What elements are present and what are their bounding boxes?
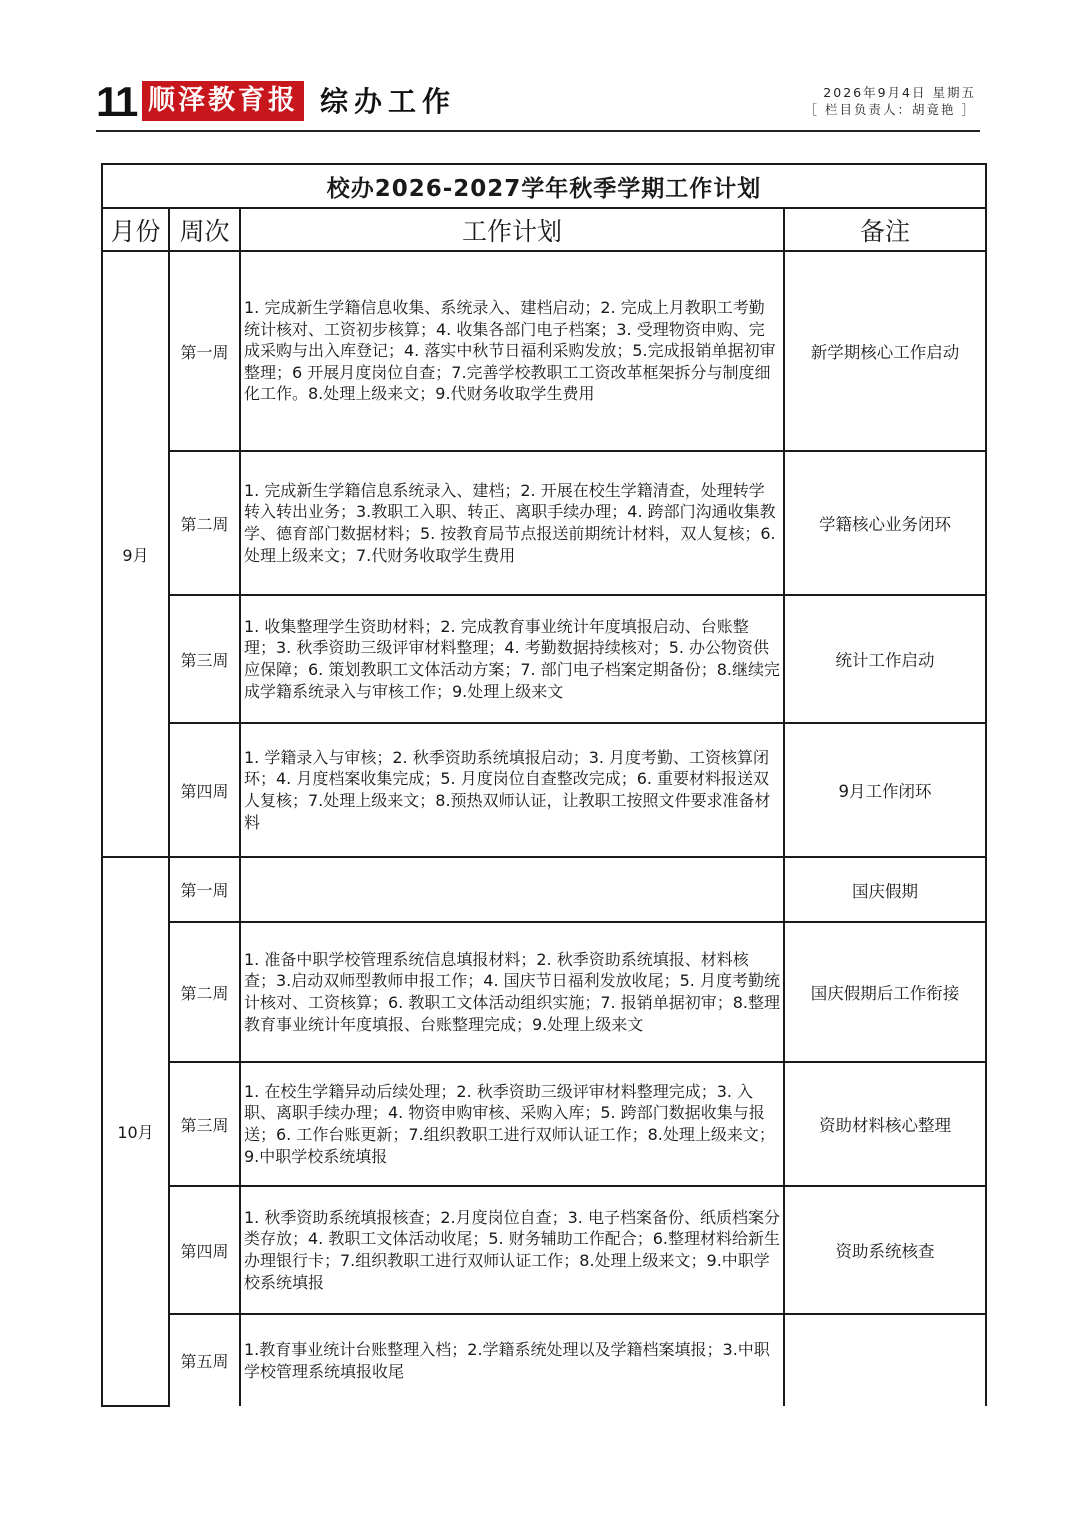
week-cell: 第一周	[169, 251, 240, 451]
table-row	[102, 922, 986, 1062]
week-cell: 第二周	[169, 922, 240, 1062]
note-cell: 统计工作启动	[784, 595, 986, 723]
column-name: 综办工作	[320, 85, 457, 118]
table-row	[102, 1062, 986, 1186]
table-row	[102, 857, 986, 922]
week-cell: 第三周	[169, 1062, 240, 1186]
table-row	[102, 251, 986, 451]
week-cell: 第五周	[169, 1314, 240, 1406]
plan-cell: 1. 在校生学籍异动后续处理；2. 秋季资助三级评审材料整理完成；3. 入职、离职手续办理；4. 物资申购审核、采购入库；5. 跨部门数据收集与报送；6. 工作台账更新；7.组织教职工进行双师认证工作；8.处理上级来文；9.中职学校系统填报	[240, 1062, 784, 1186]
plan-cell: 1. 学籍录入与审核；2. 秋季资助系统填报启动；3. 月度考勤、工资核算闭环；4. 月度档案收集完成；5. 月度岗位自查整改完成；6. 重要材料报送双人复核；7.处理上级来文；8.预热双师认证，让教职工按照文件要求准备材料	[240, 723, 784, 857]
header-note: 备注	[784, 208, 986, 251]
note-cell: 国庆假期	[784, 857, 986, 922]
note-cell: 资助材料核心整理	[784, 1062, 986, 1186]
note-cell: 9月工作闭环	[784, 723, 986, 857]
month-cell: 9月	[102, 251, 169, 857]
note-cell: 资助系统核查	[784, 1186, 986, 1314]
table-title: 校办2026-2027学年秋季学期工作计划	[102, 164, 986, 208]
week-cell: 第二周	[169, 451, 240, 595]
table-row	[102, 595, 986, 723]
note-cell: 国庆假期后工作衔接	[784, 922, 986, 1062]
plan-cell: 1. 完成新生学籍信息系统录入、建档；2. 开展在校生学籍清查，处理转学转入转出业务；3.教职工入职、转正、离职手续办理；4. 跨部门沟通收集教学、德育部门数据材料；5. 按教育局节点报送前期统计材料，双人复核；6.处理上级来文；7.代财务收取学生费用	[240, 451, 784, 595]
page-header	[96, 78, 980, 128]
header-info	[805, 84, 976, 118]
column-editor: ［ 栏目负责人：胡竟艳 ］	[804, 102, 976, 117]
note-cell: 学籍核心业务闭环	[784, 451, 986, 595]
week-cell: 第四周	[169, 1186, 240, 1314]
table-row	[102, 1314, 986, 1406]
newspaper-masthead: 顺泽教育报	[142, 81, 304, 121]
week-cell: 第三周	[169, 595, 240, 723]
note-cell: 新学期核心工作启动	[784, 251, 986, 451]
issue-date: 2026年9月4日 星期五	[823, 85, 976, 100]
month-cell: 10月	[102, 857, 169, 1406]
plan-cell: 1.教育事业统计台账整理入档；2.学籍系统处理以及学籍档案填报；3.中职学校管理系统填报收尾	[240, 1314, 784, 1406]
plan-cell	[240, 857, 784, 922]
page-number: 11	[96, 78, 137, 125]
header-rule	[96, 130, 980, 132]
header-month: 月份	[102, 208, 169, 251]
header-plan: 工作计划	[240, 208, 784, 251]
note-cell	[784, 1314, 986, 1406]
plan-cell: 1. 准备中职学校管理系统信息填报材料；2. 秋季资助系统填报、材料核查；3.启动双师型教师申报工作；4. 国庆节日福利发放收尾；5. 月度考勤统计核对、工资核算；6. 教职工文体活动组织实施；7. 报销单据初审；8.整理教育事业统计年度填报、台账整理完成；9.处理上级来文	[240, 922, 784, 1062]
table-row	[102, 1186, 986, 1314]
work-plan-table	[101, 163, 987, 1407]
week-cell: 第四周	[169, 723, 240, 857]
plan-cell: 1. 完成新生学籍信息收集、系统录入、建档启动；2. 完成上月教职工考勤统计核对、工资初步核算；4. 收集各部门电子档案；3. 受理物资申购、完成采购与出入库登记；4. 落实中秋节日福利采购发放；5.完成报销单据初审整理；6 开展月度岗位自查；7.完善学校教职工工资改革框架拆分与制度细化工作。8.处理上级来文；9.代财务收取学生费用	[240, 251, 784, 451]
header-week: 周次	[169, 208, 240, 251]
plan-cell: 1. 收集整理学生资助材料；2. 完成教育事业统计年度填报启动、台账整理；3. 秋季资助三级评审材料整理；4. 考勤数据持续核对；5. 办公物资供应保障；6. 策划教职工文体活动方案；7. 部门电子档案定期备份；8.继续完成学籍系统录入与审核工作；9.处理上级来文	[240, 595, 784, 723]
week-cell: 第一周	[169, 857, 240, 922]
table-row	[102, 451, 986, 595]
plan-cell: 1. 秋季资助系统填报核查；2.月度岗位自查；3. 电子档案备份、纸质档案分类存放；4. 教职工文体活动收尾；5. 财务辅助工作配合；6.整理材料给新生办理银行卡；7.组织教职工进行双师认证工作；8.处理上级来文；9.中职学校系统填报	[240, 1186, 784, 1314]
table-row	[102, 723, 986, 857]
